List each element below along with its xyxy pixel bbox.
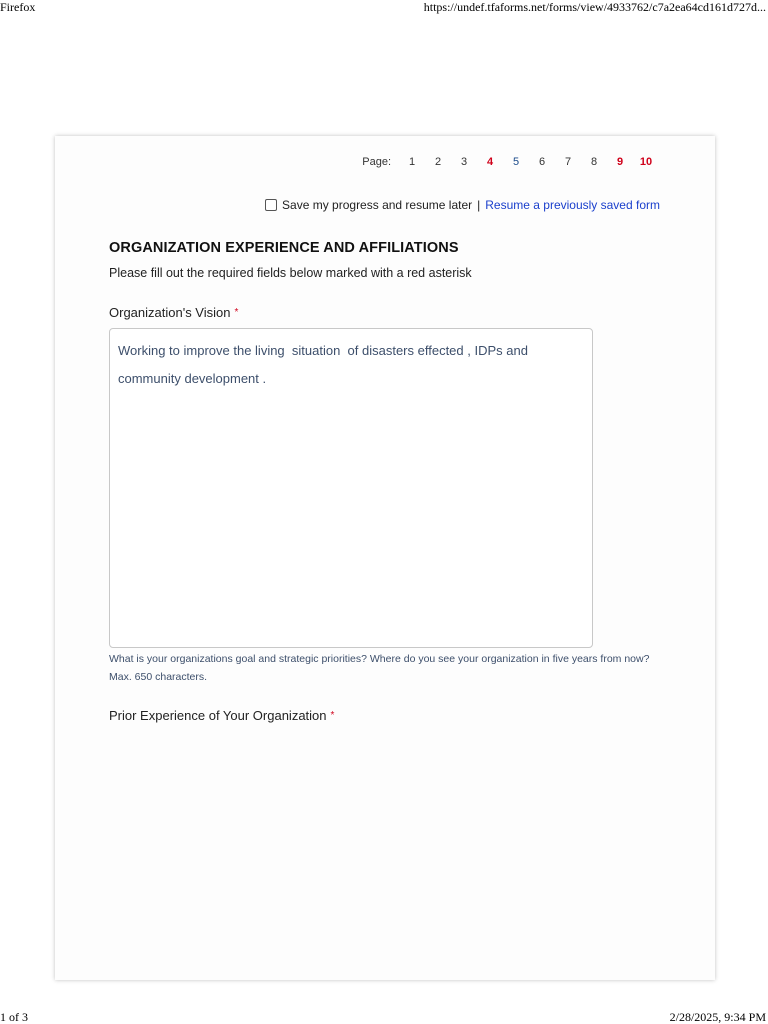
separator: | bbox=[477, 198, 481, 212]
page-link-5[interactable]: 5 bbox=[512, 156, 520, 168]
resume-saved-form-link[interactable]: Resume a previously saved form bbox=[485, 198, 660, 212]
page-link-7[interactable]: 7 bbox=[564, 156, 572, 168]
form-card bbox=[55, 136, 715, 980]
page-link-3[interactable]: 3 bbox=[460, 156, 468, 168]
save-progress-checkbox[interactable] bbox=[265, 199, 277, 211]
page-link-4[interactable]: 4 bbox=[486, 156, 494, 168]
prior-experience-label-text: Prior Experience of Your Organization bbox=[109, 708, 327, 723]
page-url: https://undef.tfaforms.net/forms/view/4933762/c7a2ea64cd161d727d... bbox=[423, 0, 766, 14]
page-link-6[interactable]: 6 bbox=[538, 156, 546, 168]
browser-name: Firefox bbox=[0, 0, 36, 14]
section-subtitle: Please fill out the required fields below marked with a red asterisk bbox=[109, 266, 472, 280]
required-asterisk: * bbox=[330, 710, 335, 721]
page-link-8[interactable]: 8 bbox=[590, 156, 598, 168]
page-link-9[interactable]: 9 bbox=[616, 156, 624, 168]
page-count: 1 of 3 bbox=[0, 1010, 28, 1024]
vision-label bbox=[109, 305, 238, 320]
prior-experience-label bbox=[109, 708, 334, 723]
vision-label-text: Organization's Vision bbox=[109, 305, 231, 320]
vision-textarea[interactable]: Working to improve the living situation of disasters effected , IDPs and community development . bbox=[109, 328, 593, 648]
page-label: Page: bbox=[362, 156, 391, 168]
page-navigation bbox=[362, 156, 659, 168]
vision-help-text: What is your organizations goal and strategic priorities? Where do you see your organization in five years from now? Max. 650 characters. bbox=[109, 653, 650, 683]
page-link-2[interactable]: 2 bbox=[434, 156, 442, 168]
page-link-10[interactable]: 10 bbox=[639, 156, 653, 168]
required-asterisk: * bbox=[234, 307, 239, 318]
page-link-1[interactable]: 1 bbox=[408, 156, 416, 168]
print-datetime: 2/28/2025, 9:34 PM bbox=[669, 1010, 766, 1024]
save-progress-label[interactable]: Save my progress and resume later bbox=[282, 198, 473, 212]
save-progress-row bbox=[265, 198, 660, 212]
section-title: ORGANIZATION EXPERIENCE AND AFFILIATIONS bbox=[109, 240, 459, 256]
